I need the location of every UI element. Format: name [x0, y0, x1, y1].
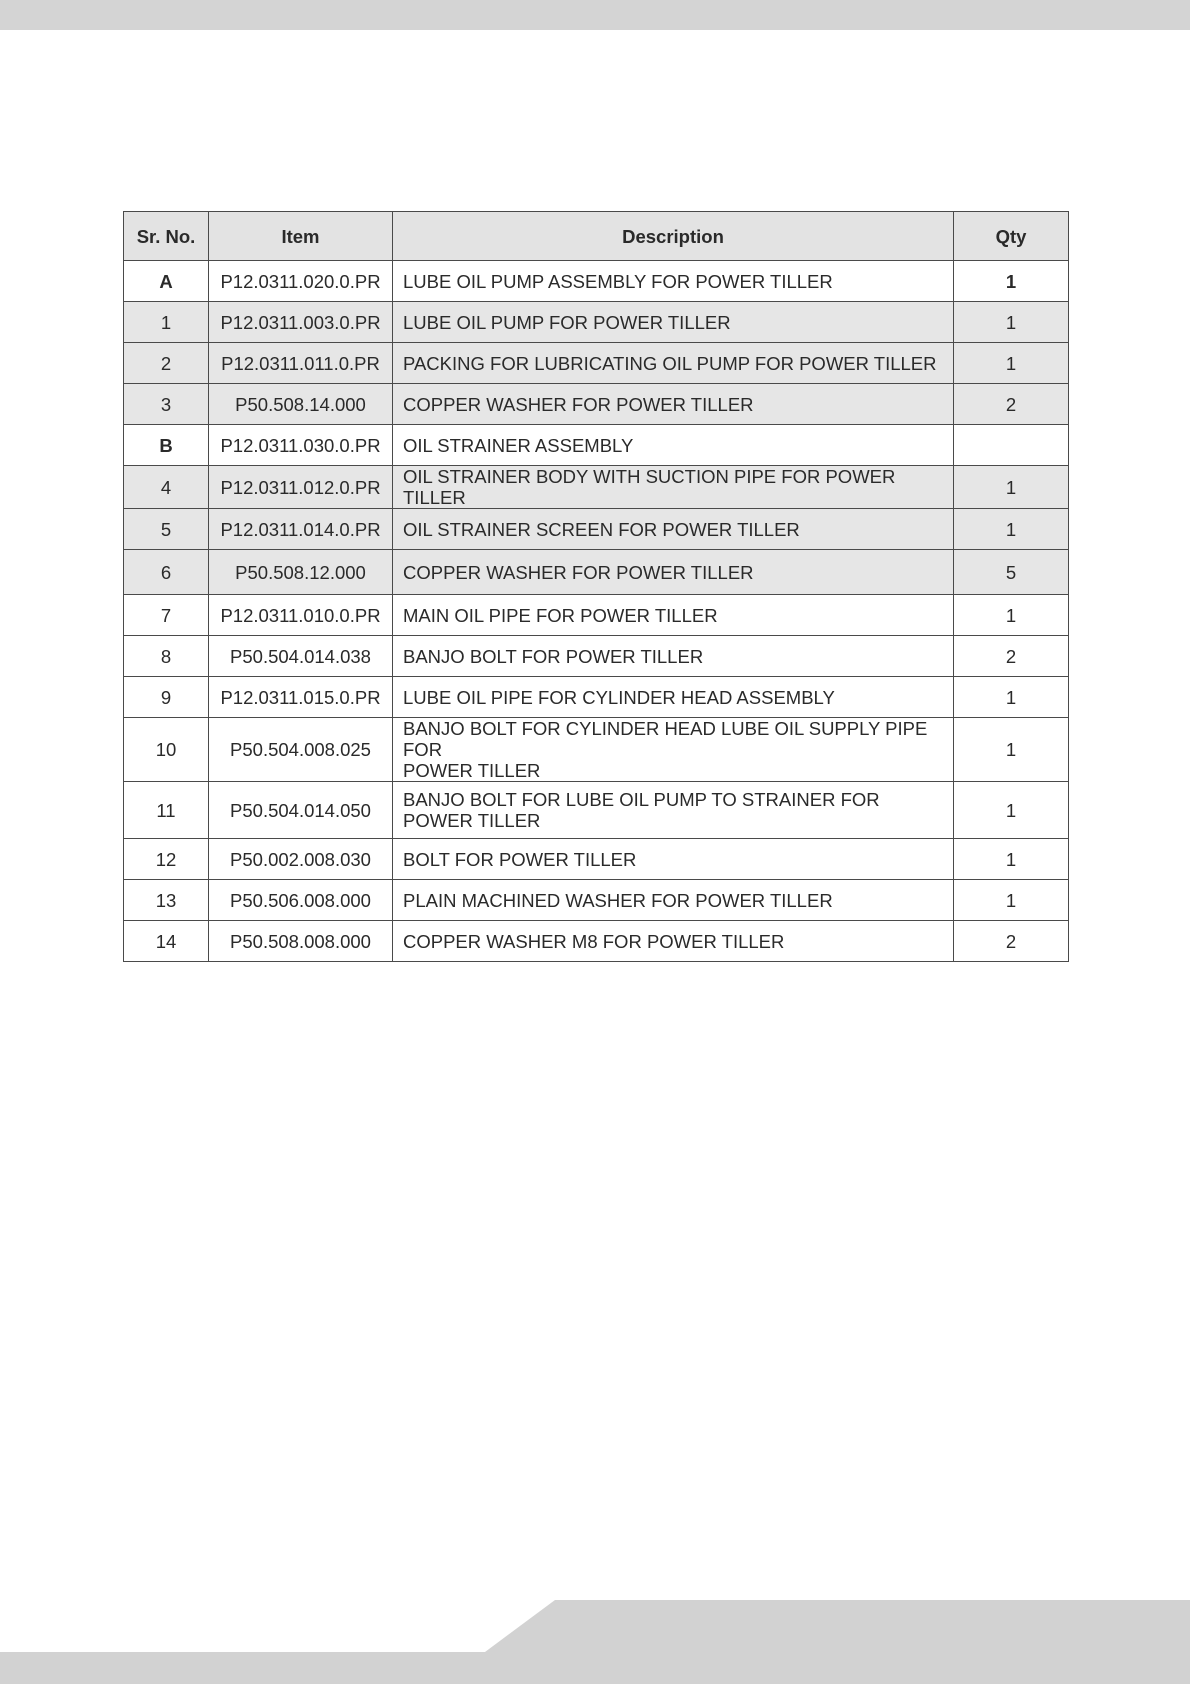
cell-sr-no: 6: [124, 550, 209, 595]
header-item: Item: [209, 212, 393, 261]
cell-description: PLAIN MACHINED WASHER FOR POWER TILLER: [393, 880, 954, 921]
description-line-2: POWER TILLER: [403, 810, 541, 831]
cell-qty: 1: [954, 718, 1069, 782]
cell-description: BANJO BOLT FOR POWER TILLER: [393, 636, 954, 677]
table-row: [124, 595, 1069, 636]
cell-qty: 1: [954, 261, 1069, 302]
header-description: Description: [393, 212, 954, 261]
cell-item: P12.0311.020.0.PR: [209, 261, 393, 302]
cell-description: LUBE OIL PUMP FOR POWER TILLER: [393, 302, 954, 343]
cell-qty: 2: [954, 384, 1069, 425]
table-row: [124, 677, 1069, 718]
cell-item: P12.0311.014.0.PR: [209, 509, 393, 550]
cell-sr-no: 10: [124, 718, 209, 782]
cell-sr-no: 7: [124, 595, 209, 636]
table-row: [124, 782, 1069, 839]
cell-qty: 1: [954, 509, 1069, 550]
cell-description: [393, 782, 954, 839]
cell-sr-no: B: [124, 425, 209, 466]
cell-qty: 1: [954, 880, 1069, 921]
cell-description: OIL STRAINER ASSEMBLY: [393, 425, 954, 466]
table-row: [124, 384, 1069, 425]
cell-sr-no: A: [124, 261, 209, 302]
cell-item: P12.0311.010.0.PR: [209, 595, 393, 636]
cell-description: OIL STRAINER BODY WITH SUCTION PIPE FOR POWER TILLER: [393, 466, 954, 509]
cell-item: P12.0311.030.0.PR: [209, 425, 393, 466]
header-qty: Qty: [954, 212, 1069, 261]
cell-qty: 1: [954, 466, 1069, 509]
cell-description: PACKING FOR LUBRICATING OIL PUMP FOR POWER TILLER: [393, 343, 954, 384]
cell-qty: 2: [954, 636, 1069, 677]
cell-qty: 1: [954, 595, 1069, 636]
cell-sr-no: 4: [124, 466, 209, 509]
table-row: [124, 466, 1069, 509]
table-row: [124, 839, 1069, 880]
cell-sr-no: 8: [124, 636, 209, 677]
cell-description: OIL STRAINER SCREEN FOR POWER TILLER: [393, 509, 954, 550]
cell-qty: 5: [954, 550, 1069, 595]
table-row: [124, 550, 1069, 595]
cell-item: P50.508.12.000: [209, 550, 393, 595]
cell-item: P50.508.14.000: [209, 384, 393, 425]
cell-sr-no: 14: [124, 921, 209, 962]
footer-band-lower: [0, 1652, 1190, 1684]
cell-sr-no: 1: [124, 302, 209, 343]
cell-item: P50.504.008.025: [209, 718, 393, 782]
description-line-1: BANJO BOLT FOR LUBE OIL PUMP TO STRAINER FOR: [403, 789, 880, 810]
cell-description: LUBE OIL PIPE FOR CYLINDER HEAD ASSEMBLY: [393, 677, 954, 718]
cell-description: COPPER WASHER FOR POWER TILLER: [393, 550, 954, 595]
top-page-band: [0, 0, 1190, 30]
cell-item: P50.508.008.000: [209, 921, 393, 962]
cell-description: COPPER WASHER M8 FOR POWER TILLER: [393, 921, 954, 962]
cell-sr-no: 5: [124, 509, 209, 550]
cell-item: P12.0311.015.0.PR: [209, 677, 393, 718]
table-row: [124, 509, 1069, 550]
cell-sr-no: 11: [124, 782, 209, 839]
cell-item: P50.504.014.038: [209, 636, 393, 677]
cell-qty: 2: [954, 921, 1069, 962]
cell-item: P50.002.008.030: [209, 839, 393, 880]
cell-qty: 1: [954, 677, 1069, 718]
cell-description: COPPER WASHER FOR POWER TILLER: [393, 384, 954, 425]
cell-description: BOLT FOR POWER TILLER: [393, 839, 954, 880]
table-row: [124, 343, 1069, 384]
cell-item: P12.0311.012.0.PR: [209, 466, 393, 509]
description-line-2: POWER TILLER: [403, 760, 541, 781]
cell-sr-no: 9: [124, 677, 209, 718]
parts-list-table: [123, 211, 1069, 962]
cell-sr-no: 3: [124, 384, 209, 425]
footer-band-shape: [0, 1600, 1190, 1684]
table-row: [124, 880, 1069, 921]
table-row: [124, 261, 1069, 302]
cell-qty: 1: [954, 782, 1069, 839]
table-row: [124, 718, 1069, 782]
description-line-1: BANJO BOLT FOR CYLINDER HEAD LUBE OIL SUPPLY PIPE FOR: [403, 718, 928, 760]
cell-description: [393, 718, 954, 782]
cell-sr-no: 13: [124, 880, 209, 921]
cell-description: MAIN OIL PIPE FOR POWER TILLER: [393, 595, 954, 636]
cell-description: LUBE OIL PUMP ASSEMBLY FOR POWER TILLER: [393, 261, 954, 302]
cell-qty: 1: [954, 302, 1069, 343]
table-row: [124, 302, 1069, 343]
table-row: [124, 425, 1069, 466]
cell-qty: 1: [954, 343, 1069, 384]
cell-qty: [954, 425, 1069, 466]
cell-item: P12.0311.003.0.PR: [209, 302, 393, 343]
table-row: [124, 921, 1069, 962]
cell-item: P50.504.014.050: [209, 782, 393, 839]
table-header-row: [124, 212, 1069, 261]
cell-item: P12.0311.011.0.PR: [209, 343, 393, 384]
cell-sr-no: 12: [124, 839, 209, 880]
header-sr-no: Sr. No.: [124, 212, 209, 261]
table-row: [124, 636, 1069, 677]
cell-item: P50.506.008.000: [209, 880, 393, 921]
cell-qty: 1: [954, 839, 1069, 880]
cell-sr-no: 2: [124, 343, 209, 384]
